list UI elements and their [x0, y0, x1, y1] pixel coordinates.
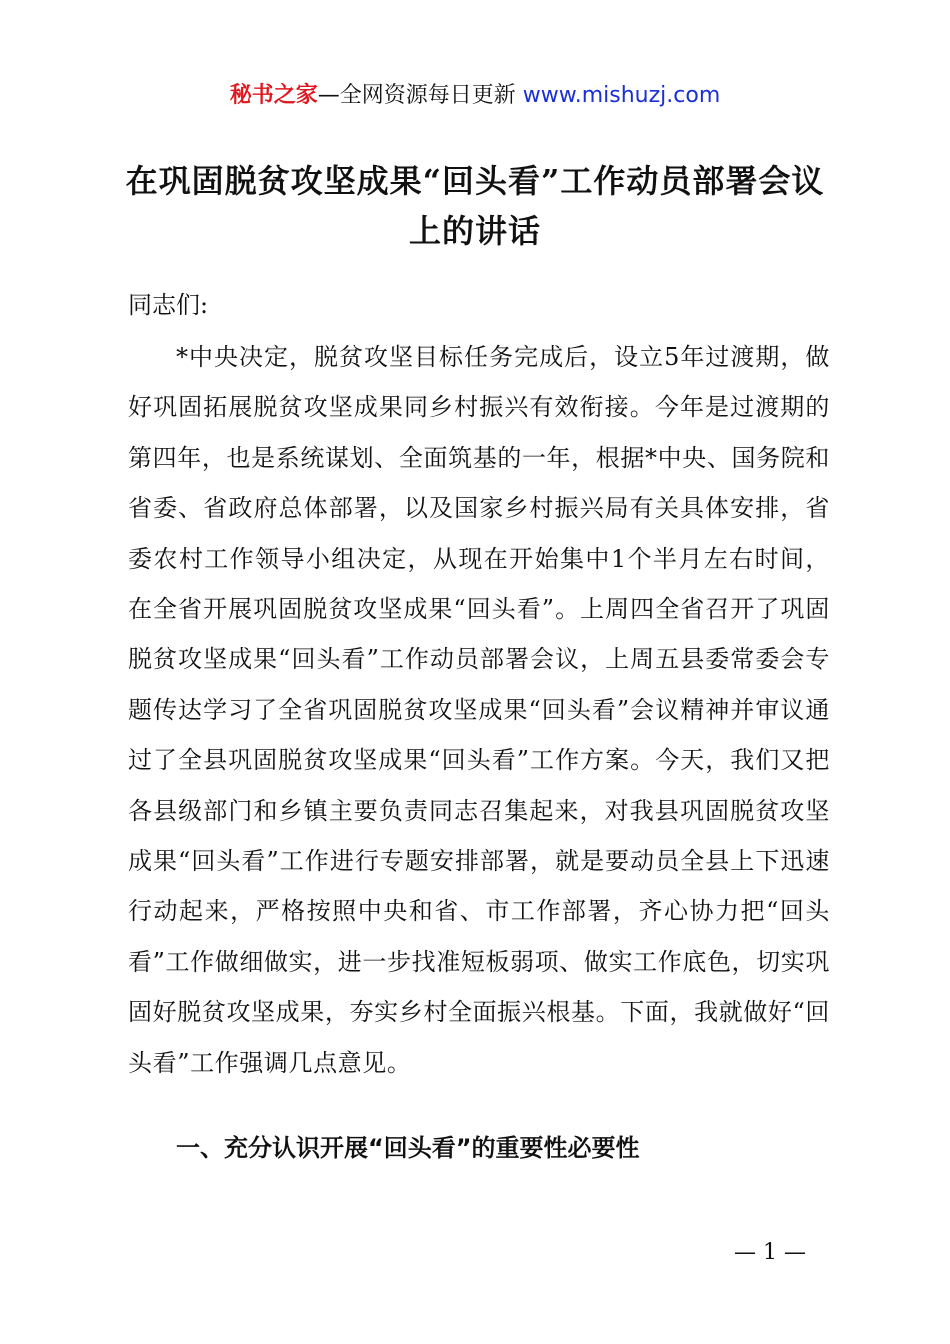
body-paragraph: *中央决定，脱贫攻坚目标任务完成后，设立5年过渡期，做好巩固拓展脱贫攻坚成果同乡村振兴有效衔接。今年是过渡期的第四年，也是系统谋划、全面筑基的一年，根据*中央、国务院和省委、省政府总体部署，以及国家乡村振兴局有关具体安排，省委农村工作领导小组决定，从现在开始集中1个半月左右时间，在全省开展巩固脱贫攻坚成果“回头看”。上周四全省召开了巩固脱贫攻坚成果“回头看”工作动员部署会议，上周五县委常委会专题传达学习了全省巩固脱贫攻坚成果“回头看”会议精神并审议通过了全县巩固脱贫攻坚成果“回头看”工作方案。今天，我们又把各县级部门和乡镇主要负责同志召集起来，对我县巩固脱贫攻坚成果“回头看”工作进行专题安排部署，就是要动员全县上下迅速行动起来，严格按照中央和省、市工作部署，齐心协力把“回头看”工作做细做实，进一步找准短板弱项、做实工作底色，切实巩固好脱贫攻坚成果，夯实乡村全面振兴根基。下面，我就做好“回头看”工作强调几点意见。 [128, 343, 830, 1077]
site-url-link[interactable]: www.mishuzj.com [522, 83, 721, 108]
document-title: 在巩固脱贫攻坚成果“回头看”工作动员部署会议上的讲话 [125, 162, 825, 250]
section-heading: 一、充分认识开展“回头看”的重要性必要性 [176, 1134, 640, 1162]
salutation: 同志们: [128, 291, 209, 319]
page-number: — 1 — [734, 1240, 806, 1265]
site-header [0, 80, 950, 112]
site-slogan: —全网资源每日更新 [317, 83, 523, 108]
site-brand: 秘书之家 [229, 83, 318, 108]
